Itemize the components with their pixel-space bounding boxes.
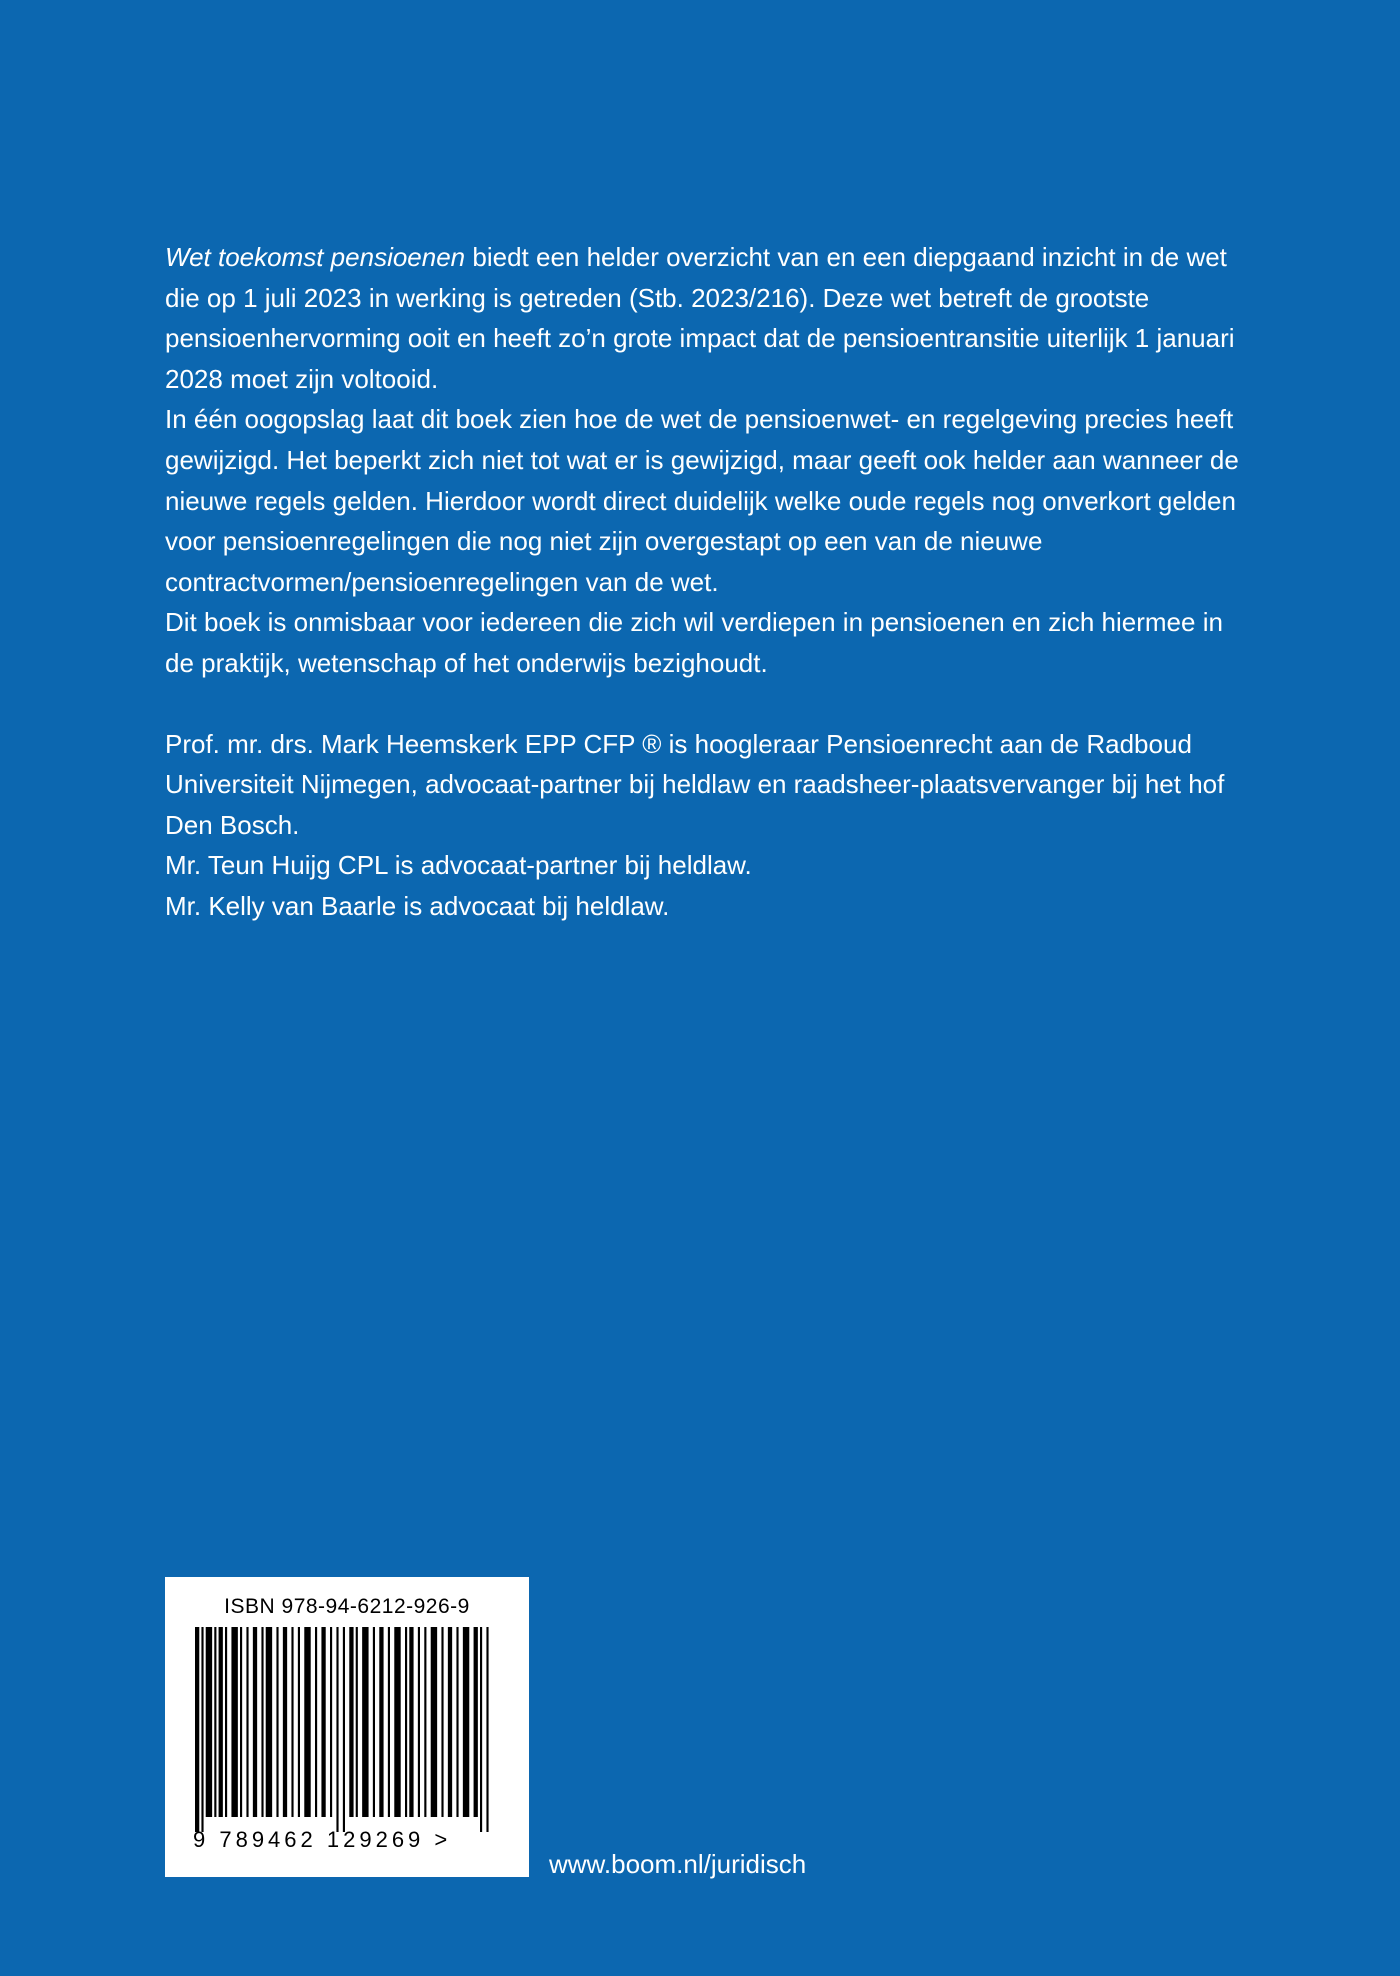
description-paragraph-3: Dit boek is onmisbaar voor iedereen die zich wil verdiepen in pensioenen en zich hiermee in de praktijk, wetenschap of het onderwijs bezighoudt. (165, 607, 1223, 678)
description-paragraph-1-text: biedt een helder overzicht van en een diepgaand inzicht in de wet die op 1 juli 2023 in werking is getreden (Stb. 2023/216). Deze wet betreft de grootste pensioenhervorming ooit en heeft zo’n grote impact dat de pensioentransitie uiterlijk 1 januari 2028 moet zijn voltooid. (165, 242, 1235, 394)
barcode-bars (195, 1627, 495, 1832)
back-cover-text (165, 237, 1245, 927)
barcode-digits: 9 789462 129269 > (193, 1827, 452, 1852)
isbn-label: ISBN 978-94-6212-926-9 (224, 1595, 470, 1618)
isbn-barcode (165, 1577, 529, 1877)
author-bio-van-baarle: Mr. Kelly van Baarle is advocaat bij heldlaw. (165, 890, 670, 921)
author-bio-heemskerk: Prof. mr. drs. Mark Heemskerk EPP CFP ® is hoogleraar Pensioenrecht aan de Radboud Universiteit Nijmegen, advocaat-partner bij heldlaw en raadsheer-plaatsvervanger bij het hof Den Bosch. (165, 728, 1225, 840)
description-paragraph-2: In één oogopslag laat dit boek zien hoe de wet de pensioenwet- en regelgeving precies heeft gewijzigd. Het beperkt zich niet tot wat er is gewijzigd, maar geeft ook helder aan wanneer de nieuwe regels gelden. Hierdoor wordt direct duidelijk welke oude regels nog onverkort gelden voor pensioenregelingen die nog niet zijn overgestapt op een van de nieuwe contractvormen/pensioenregelingen van de wet. (165, 404, 1239, 597)
paragraph-gap (165, 684, 1245, 724)
description-paragraph-1 (165, 237, 1245, 399)
book-title-italic: Wet toekomst pensioenen (165, 242, 466, 272)
author-bio-huijg: Mr. Teun Huijg CPL is advocaat-partner bij heldlaw. (165, 850, 752, 881)
publisher-url: www.boom.nl/juridisch (549, 1849, 807, 1879)
